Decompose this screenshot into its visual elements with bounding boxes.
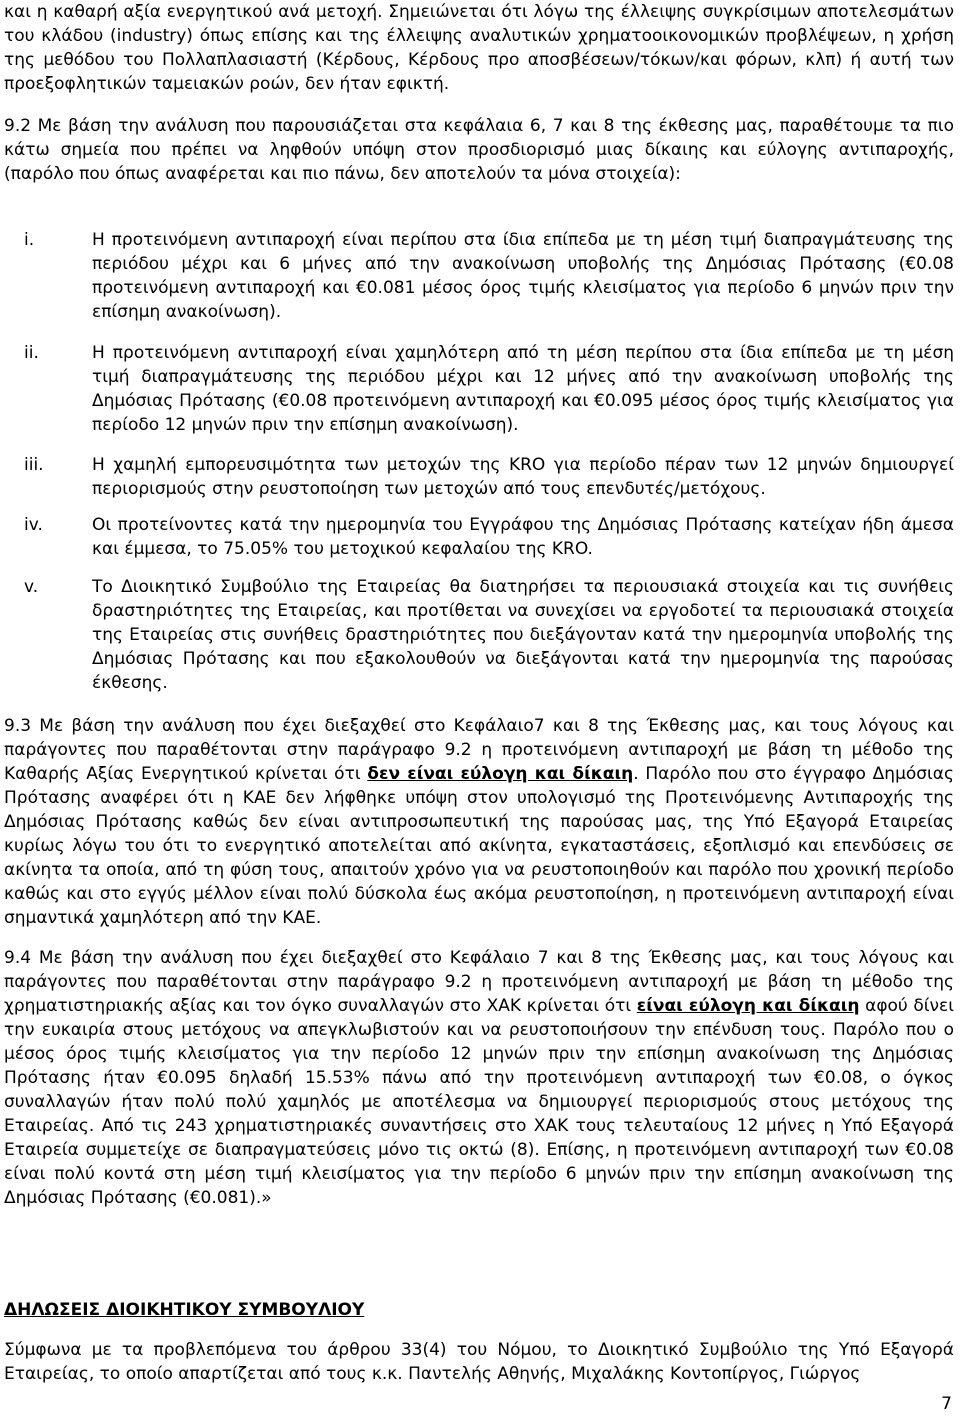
section-9-4-text: 9.4 Με βάση την ανάλυση που έχει διεξαχθεί στο Κεφάλαιο 7 και 8 της Έκθεσης μας, και τους λόγους και παράγοντες που παραθέτονται στην παράγραφο 9.2 η προτεινόμενη αντιπαροχή με βάση τη μέθοδο της χρηματιστηριακής αξίας και τον όγκο συναλλαγών στο ΧΑΚ κρίνεται ότι [4, 948, 954, 1016]
list-item-number: ii. [24, 343, 39, 363]
intro-paragraph: και η καθαρή αξία ενεργητικού ανά μετοχή. Σημειώνεται ότι λόγω της έλλειψης συγκρίσιμων αποτελεσμάτων του κλάδου (industry) όπως επίσης και της έλλειψης αναλυτικών χρηματοοικονομικών προβλέψεων, η χρήση της μεθόδου του Πολλαπλασιαστή (Κέρδους, Κέρδους προ αποσβέσεων/τόκων/και φόρων, κλπ) ή αυτή των προεξοφλητικών ταμειακών ροών, δεν ήταν εφικτή. [4, 2, 954, 94]
list-item-number: v. [24, 577, 39, 597]
section-9-4-text-cont: αφού δίνει την ευκαιρία στους μετόχους να απεγκλωβιστούν και να ρευστοποιήσουν την επένδυση τους. Παρόλο που ο μέσος όρος τιμής κλεισίματος για την περίοδο 12 μηνών πριν την επίσημη ανακοίνωση της Δημόσιας Πρότασης ήταν €0.095 δηλαδή 15.53% πάνω από την προτεινόμενη αντιπαροχή των €0.08, ο όγκος συναλλαγών ήταν πολύ πολύ χαμηλός με αποτέλεσμα να δημιουργεί περιορισμούς στους μετόχους της Εταιρείας. Από τις 243 χρηματιστηριακές συναντήσεις στο ΧΑΚ τους τελευταίους 12 μήνες η Υπό Εξαγορά Εταιρεία συμμετείχε σε διαπραγματεύσεις μόνο τις οκτώ (8). Επίσης, η προτεινόμενη αντιπαροχή των €0.08 είναι πολύ κοντά στη μέση τιμή κλεισίματος για την περίοδο 6 μηνών πριν την επίσημη ανακοίνωση της Δημόσιας Πρότασης (€0.081).» [4, 996, 954, 1208]
section-9-2: 9.2 Με βάση την ανάλυση που παρουσιάζεται στα κεφάλαια 6, 7 και 8 της έκθεσης μας, παραθέτουμε τα πιο κάτω σημεία που πρέπει να ληφθούν υπόψη στον προσδιορισμό μιας δίκαιης και εύλογης αντιπαροχής, (παρόλο που όπως αναφέρεται και πιο πάνω, δεν αποτελούν τα μόνα στοιχεία): [4, 116, 954, 184]
list-item-text: Το Διοικητικό Συμβούλιο της Εταιρείας θα διατηρήσει τα περιουσιακά στοιχεία και τις συνήθεις δραστηριότητες της Εταιρείας, και προτίθεται να συνεχίσει να εργοδοτεί τα περιουσιακά στοιχεία της Εταιρείας στις συνήθεις δραστηριότητες που διεξάγονταν κατά την ημερομηνία υποβολής της Δημόσιας Πρότασης και που εξακολουθούν να διεξάγονται κατά την ημερομηνία της παρούσας έκθεσης. [92, 577, 954, 693]
section-9-4 [4, 946, 954, 1210]
section-9-3-text-cont: . Παρόλο που στο έγγραφο Δημόσιας Πρότασης αναφέρει ότι η ΚΑΕ δεν λήφθηκε υπόψη στον υπολογισμό της Προτεινόμενης Αντιπαροχής της Δημόσιας Πρότασης καθώς δεν είναι αντιπροσωπευτική της παρούσας μας, της Υπό Εξαγορά Εταιρείας κυρίως λόγω του ότι το ενεργητικό αποτελείται από ακίνητα, εγκαταστάσεις, εξοπλισμό και επενδύσεις σε ακίνητα τα οποία, από τη φύση τους, απαιτούν χρόνο για να ρευστοποιηθούν και παρόλο που χρονική περίοδο καθώς και στο εγγύς μέλλον είναι πολύ δύσκολα έως ακόμα ρευστοποίηση, η προτεινόμενη αντιπαροχή είναι σημαντικά χαμηλότερη από την ΚΑΕ. [4, 764, 954, 928]
list-item-number: i. [24, 230, 35, 250]
page-number: 7 [941, 1394, 952, 1414]
closing-paragraph: Σύμφωνα με τα προβλεπόμενα του άρθρου 33(4) του Νόμου, το Διοικητικό Συμβούλιο της Υπό Εξαγορά Εταιρείας, το οποίο απαρτίζεται από τους κ.κ. Παντελής Αθηνής, Μιχαλάκης Κοντοπίργος, Γιώργος [4, 1340, 954, 1384]
list-item-text: Η προτεινόμενη αντιπαροχή είναι χαμηλότερη από τη μέση περίπου στα ίδια επίπεδα με τη μέση τιμή διαπραγμάτευσης της περιόδου μέχρι και 12 μήνες από την ανακοίνωση υποβολής της Δημόσιας Πρότασης (€0.08 προτεινόμενη αντιπαροχή και €0.095 μέσος όρος τιμής κλεισίματος για περίοδο 12 μηνών πριν την επίσημη ανακοίνωση). [92, 343, 954, 435]
list-item-text: Οι προτείνοντες κατά την ημερομηνία του Εγγράφου της Δημόσιας Πρότασης κατείχαν ήδη άμεσα και έμμεσα, το 75.05% του μετοχικού κεφαλαίου της KRO. [92, 515, 954, 559]
list-item-number: iv. [24, 515, 43, 535]
list-item-text: Η χαμηλή εμπορευσιμότητα των μετοχών της KRO για περίοδο πέραν των 12 μηνών δημιουργεί περιορισμούς στην ρευστοποίηση των μετοχών από τους επενδυτές/μετόχους. [92, 455, 954, 499]
section-heading: ΔΗΛΩΣΕΙΣ ΔΙΟΙΚΗΤΙΚΟΥ ΣΥΜΒΟΥΛΙΟΥ [4, 1300, 365, 1320]
section-9-3-conclusion: δεν είναι εύλογη και δίκαιη [367, 764, 634, 784]
section-9-3-text: 9.3 Με βάση την ανάλυση που έχει διεξαχθεί στο Κεφάλαιο7 και 8 της Έκθεσης μας, και τους λόγους και παράγοντες που παραθέτονται στην παράγραφο 9.2 η προτεινόμενη αντιπαροχή με βάση τη μέθοδο της Καθαρής Αξίας Ενεργητικού κρίνεται ότι [4, 716, 954, 784]
list-item-number: iii. [24, 455, 44, 475]
section-9-4-conclusion: είναι εύλογη και δίκαιη [636, 996, 860, 1016]
section-9-3 [4, 714, 954, 930]
list-item-text: Η προτεινόμενη αντιπαροχή είναι περίπου στα ίδια επίπεδα με τη μέση τιμή διαπραγμάτευσης της περιόδου μέχρι και 6 μήνες από την ανακοίνωση υποβολής της Δημόσιας Πρότασης (€0.08 προτεινόμενη αντιπαροχή και €0.081 μέσος όρος τιμής κλεισίματος για περίοδο 6 μηνών πριν την επίσημη ανακοίνωση). [92, 230, 954, 322]
